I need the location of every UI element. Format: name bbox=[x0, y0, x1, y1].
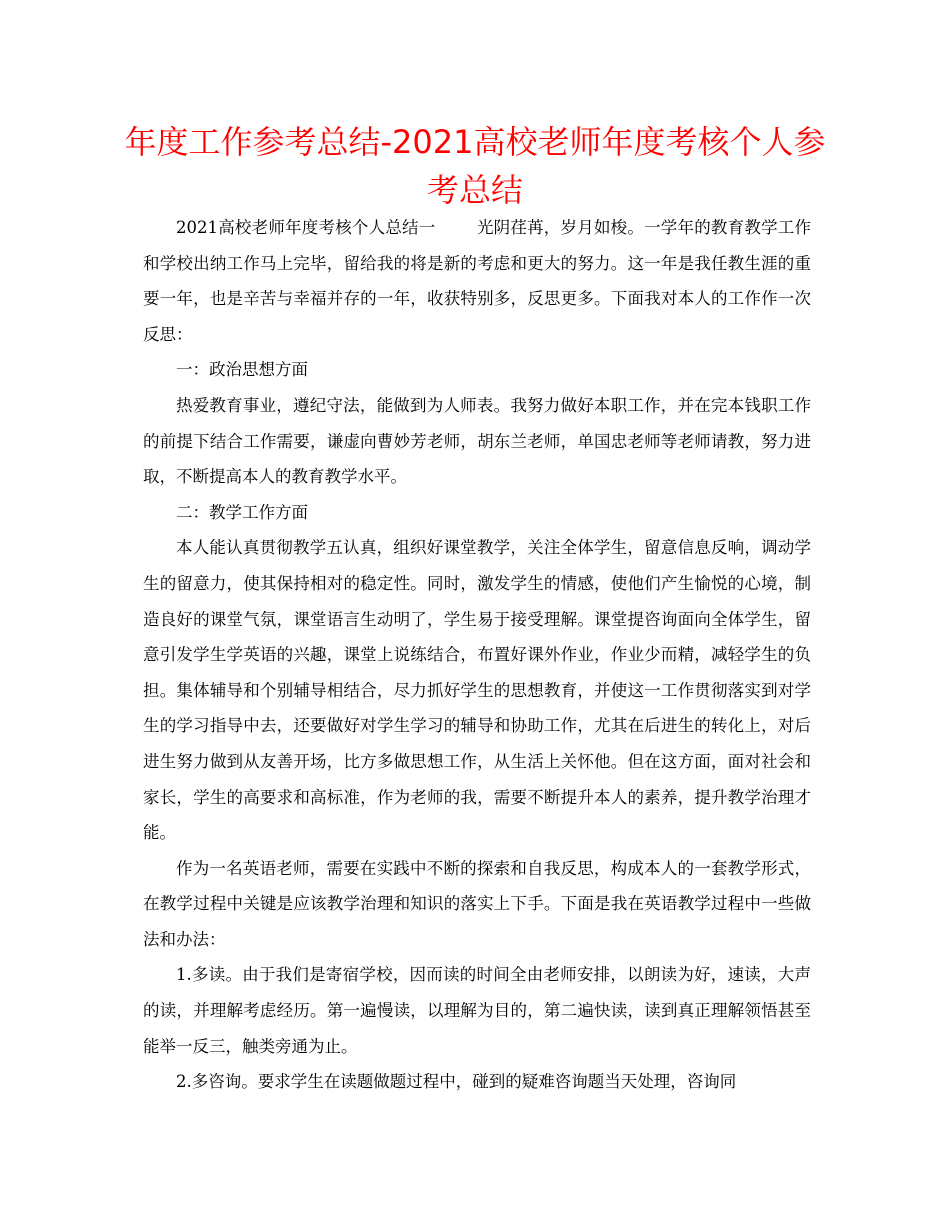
paragraph-teaching: 本人能认真贯彻教学五认真，组织好课堂教学，关注全体学生，留意信息反响，调动学生的留意力，使其保持相对的稳定性。同时，激发学生的情感，使他们产生愉悦的心境，制造良好的课堂气氛，课堂语言生动明了，学生易于接受理解。课堂提咨询面向全体学生，留意引发学生学英语的兴趣，课堂上说练结合，布置好课外作业，作业少而精，减轻学生的负担。集体辅导和个别辅导相结合，尽力抓好学生的思想教育，并使这一工作贯彻落实到对学生的学习指导中去，还要做好对学生学习的辅导和协助工作，尤其在后进生的转化上，对后进生努力做到从友善开场，比方多做思想工作，从生活上关怀他。但在这方面，面对社会和家长，学生的高要求和高标准，作为老师的我，需要不断提升本人的素养，提升教学治理才能。 bbox=[143, 538, 811, 843]
paragraph-politics: 热爱教育事业，遵纪守法，能做到为人师表。我努力做好本职工作，并在完本钱职工作的前提下结合工作需要，谦虚向曹妙芳老师，胡东兰老师，单国忠老师等老师请教，努力进取，不断提高本人的教育教学水平。 bbox=[143, 395, 811, 487]
paragraph-more-questions: 2.多咨询。要求学生在读题做题过程中，碰到的疑难咨询题当天处理，咨询同 bbox=[176, 1072, 737, 1092]
paragraph-more-reading: 1.多读。由于我们是寄宿学校，因而读的时间全由老师安排，以朗读为好，速读，大声的读，并理解考虑经历。第一遍慢读，以理解为目的，第二遍快读，读到真正理解领悟甚至能举一反三，触类旁通为止。 bbox=[143, 965, 811, 1056]
section-heading-teaching: 二：教学工作方面 bbox=[176, 502, 308, 522]
intro-heading: 2021高校老师年度考核个人总结一 bbox=[176, 218, 436, 237]
intro-paragraph bbox=[143, 210, 811, 352]
intro-text: 光阴荏苒，岁月如梭。一学年的教育教学工作和学校出纳工作马上完毕，留给我的将是新的考虑和更大的努力。这一年是我任教生涯的重要一年，也是辛苦与幸福并存的一年，收获特别多，反思更多。下面我对本人的工作作一次反思： bbox=[143, 218, 811, 344]
document-title: 年度工作参考总结-2021高校老师年度考核个人参考总结 bbox=[124, 123, 826, 209]
section-heading-politics: 一：政治思想方面 bbox=[176, 360, 308, 380]
paragraph-english-teacher: 作为一名英语老师，需要在实践中不断的探索和自我反思，构成本人的一套教学形式，在教学过程中关键是应该教学治理和知识的落实上下手。下面是我在英语教学过程中一些做法和办法： bbox=[143, 858, 811, 949]
document-body bbox=[143, 210, 811, 1100]
